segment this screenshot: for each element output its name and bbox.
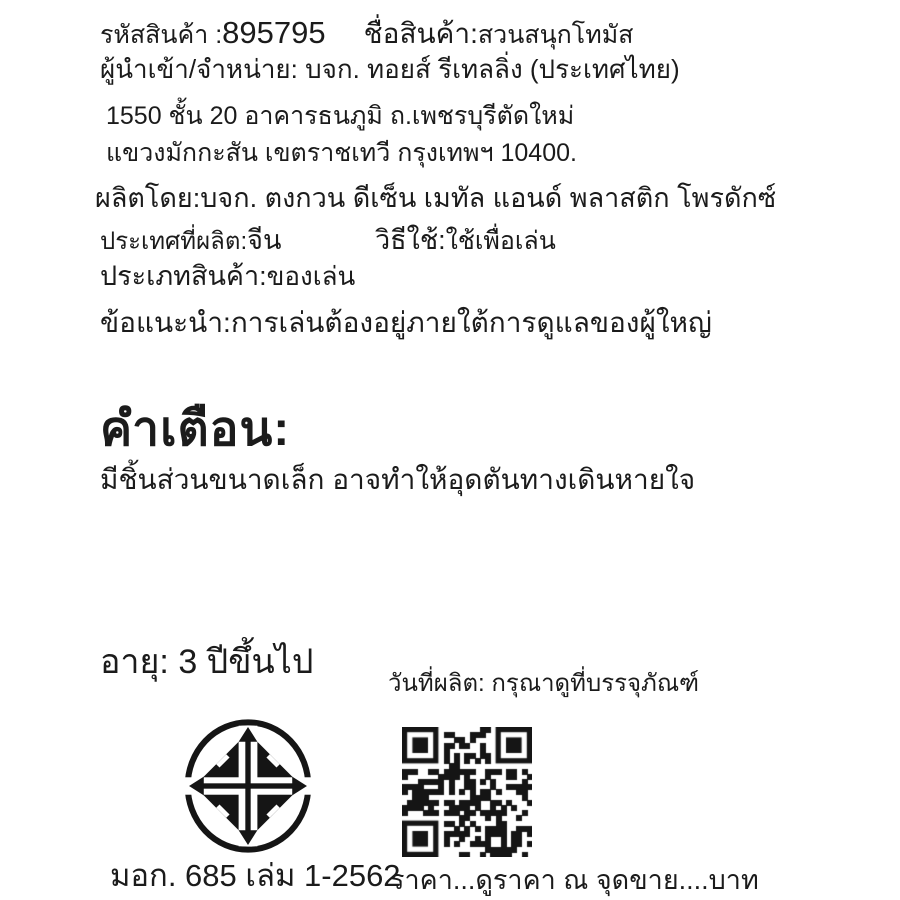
importer-line: ผู้นำเข้า/จำหน่าย: บจก. ทอยส์ รีเทลลิ่ง (ประเทศไทย) [100, 54, 680, 84]
manufacturer-line: ผลิตโดย:บจก. ตงกวน ดีเซ็น เมทัล แอนด์ พลาสติก โพรดักซ์ [95, 183, 777, 213]
country-of-origin [100, 222, 281, 258]
warning-text: มีชิ้นส่วนขนาดเล็ก อาจทำให้อุดตันทางเดินหายใจ [100, 464, 696, 495]
product-code-value: 895795 [222, 15, 326, 50]
product-code-line [100, 12, 633, 54]
country-label: ประเทศที่ผลิต: [100, 228, 248, 255]
product-category [100, 258, 355, 294]
product-code-label: รหัสสินค้า : [100, 21, 223, 49]
advice-line: ข้อแนะนำ:การเล่นต้องอยู่ภายใต้การดูแลของผู้ใหญ่ [100, 307, 712, 338]
category-value: ของเล่น [266, 261, 356, 291]
usage-value: ใช้เพื่อเล่น [445, 227, 556, 255]
manufacture-date: วันที่ผลิต: กรุณาดูที่บรรจุภัณฑ์ [388, 670, 700, 697]
usage-label: วิธีใช้: [375, 225, 446, 255]
product-name-label: ชื่อสินค้า: [363, 18, 478, 49]
age-recommendation: อายุ: 3 ปีขึ้นไป [100, 643, 314, 681]
warning-title: คำเตือน: [100, 403, 291, 456]
address-line-2: แขวงมักกะสัน เขตราชเทวี กรุงเทพฯ 10400. [106, 139, 577, 167]
tis-mark-icon [181, 717, 315, 855]
address-line-1: 1550 ชั้น 20 อาคารธนภูมิ ถ.เพชรบุรีตัดใหม่ [106, 102, 575, 130]
product-name-value: สวนสนุกโทมัส [477, 21, 634, 49]
country-value: จีน [247, 225, 282, 255]
category-label: ประเภทสินค้า: [100, 261, 267, 291]
usage-instructions [375, 222, 556, 259]
price-text: ราคา...ดูราคา ณ จุดขาย....บาท [390, 865, 759, 895]
tis-standard-text: มอก. 685 เล่ม 1-2562 [110, 858, 401, 893]
qr-code [402, 727, 532, 857]
